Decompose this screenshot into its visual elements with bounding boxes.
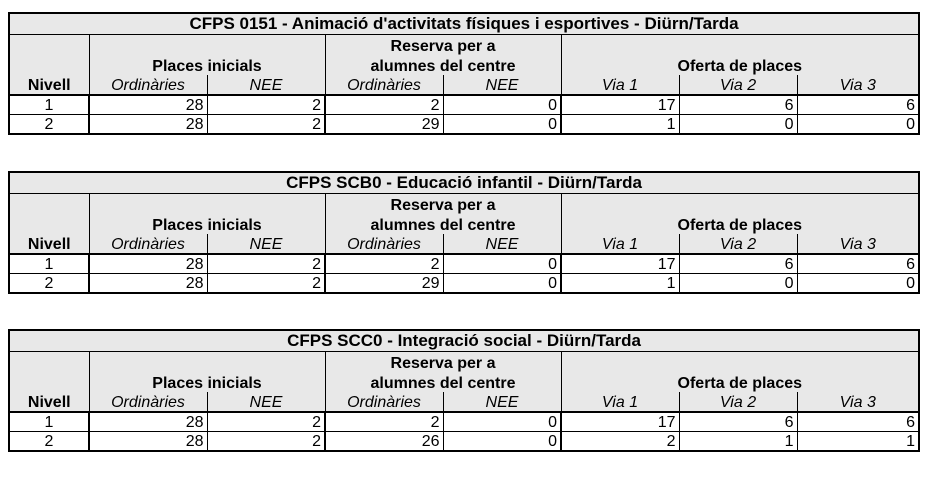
cell: 28 — [89, 254, 207, 274]
oferta-header: Oferta de places — [561, 55, 919, 75]
reserva-header-line2: alumnes del centre — [325, 55, 561, 75]
cell: 0 — [443, 254, 561, 274]
nee-header: NEE — [207, 75, 325, 95]
cell: 0 — [443, 95, 561, 115]
nee-header: NEE — [443, 75, 561, 95]
cell: 2 — [325, 254, 443, 274]
nee-header: NEE — [443, 234, 561, 254]
cell: 28 — [89, 95, 207, 115]
places-table-scb0 — [8, 171, 920, 294]
cell: 29 — [325, 115, 443, 135]
nee-header: NEE — [207, 392, 325, 412]
nivell-cell: 1 — [9, 412, 89, 432]
table-title: CFPS SCC0 - Integració social - Diürn/Tarda — [9, 330, 919, 352]
nivell-cell: 2 — [9, 274, 89, 294]
via2-header: Via 2 — [679, 75, 797, 95]
via1-header: Via 1 — [561, 234, 679, 254]
cell: 2 — [207, 432, 325, 452]
cell: 6 — [797, 254, 919, 274]
cell: 28 — [89, 412, 207, 432]
cell: 1 — [561, 115, 679, 135]
cell: 0 — [797, 274, 919, 294]
cell: 6 — [679, 95, 797, 115]
via1-header: Via 1 — [561, 392, 679, 412]
cell: 0 — [679, 115, 797, 135]
cell: 1 — [797, 432, 919, 452]
cell: 29 — [325, 274, 443, 294]
nivell-header: Nivell — [9, 234, 89, 254]
via3-header: Via 3 — [797, 75, 919, 95]
cell: 17 — [561, 254, 679, 274]
nee-header: NEE — [207, 234, 325, 254]
via2-header: Via 2 — [679, 392, 797, 412]
cell: 28 — [89, 432, 207, 452]
nivell-header: Nivell — [9, 75, 89, 95]
cell: 2 — [207, 274, 325, 294]
cell: 0 — [443, 274, 561, 294]
table-row — [9, 115, 919, 135]
cell: 0 — [679, 274, 797, 294]
nivell-cell: 1 — [9, 95, 89, 115]
places-inicials-header: Places inicials — [89, 214, 325, 234]
table-title: CFPS SCB0 - Educació infantil - Diürn/Tarda — [9, 172, 919, 194]
places-inicials-header: Places inicials — [89, 372, 325, 392]
via3-header: Via 3 — [797, 392, 919, 412]
nivell-cell: 2 — [9, 115, 89, 135]
ordinaries-header: Ordinàries — [89, 75, 207, 95]
cell: 2 — [207, 412, 325, 432]
ordinaries-header: Ordinàries — [325, 75, 443, 95]
reserva-header: Reserva per a — [325, 35, 561, 56]
reserva-header: Reserva per a — [325, 352, 561, 373]
reserva-header-line2: alumnes del centre — [325, 214, 561, 234]
nivell-cell: 1 — [9, 254, 89, 274]
cell: 1 — [561, 274, 679, 294]
cell: 2 — [561, 432, 679, 452]
table-row — [9, 412, 919, 432]
table-title: CFPS 0151 - Animació d'activitats físiques i esportives - Diürn/Tarda — [9, 13, 919, 35]
cell: 2 — [325, 95, 443, 115]
cell: 6 — [679, 412, 797, 432]
cell: 0 — [443, 432, 561, 452]
cell: 6 — [797, 412, 919, 432]
table-row — [9, 95, 919, 115]
via3-header: Via 3 — [797, 234, 919, 254]
reserva-header-line2: alumnes del centre — [325, 372, 561, 392]
table-row — [9, 432, 919, 452]
cell: 2 — [325, 412, 443, 432]
cell: 26 — [325, 432, 443, 452]
cell: 17 — [561, 412, 679, 432]
cell: 0 — [443, 115, 561, 135]
places-inicials-header: Places inicials — [89, 55, 325, 75]
ordinaries-header: Ordinàries — [89, 234, 207, 254]
cell: 28 — [89, 115, 207, 135]
cell: 6 — [797, 95, 919, 115]
places-table-scc0 — [8, 329, 920, 452]
table-row — [9, 274, 919, 294]
cell: 17 — [561, 95, 679, 115]
nee-header: NEE — [443, 392, 561, 412]
table-row — [9, 254, 919, 274]
ordinaries-header: Ordinàries — [325, 234, 443, 254]
cell: 2 — [207, 95, 325, 115]
ordinaries-header: Ordinàries — [325, 392, 443, 412]
via2-header: Via 2 — [679, 234, 797, 254]
ordinaries-header: Ordinàries — [89, 392, 207, 412]
cell: 0 — [797, 115, 919, 135]
cell: 28 — [89, 274, 207, 294]
cell: 2 — [207, 254, 325, 274]
cell: 6 — [679, 254, 797, 274]
reserva-header: Reserva per a — [325, 194, 561, 215]
oferta-header: Oferta de places — [561, 214, 919, 234]
cell: 1 — [679, 432, 797, 452]
places-table-0151 — [8, 12, 920, 135]
nivell-header: Nivell — [9, 392, 89, 412]
cell: 2 — [207, 115, 325, 135]
nivell-cell: 2 — [9, 432, 89, 452]
cell: 0 — [443, 412, 561, 432]
via1-header: Via 1 — [561, 75, 679, 95]
oferta-header: Oferta de places — [561, 372, 919, 392]
